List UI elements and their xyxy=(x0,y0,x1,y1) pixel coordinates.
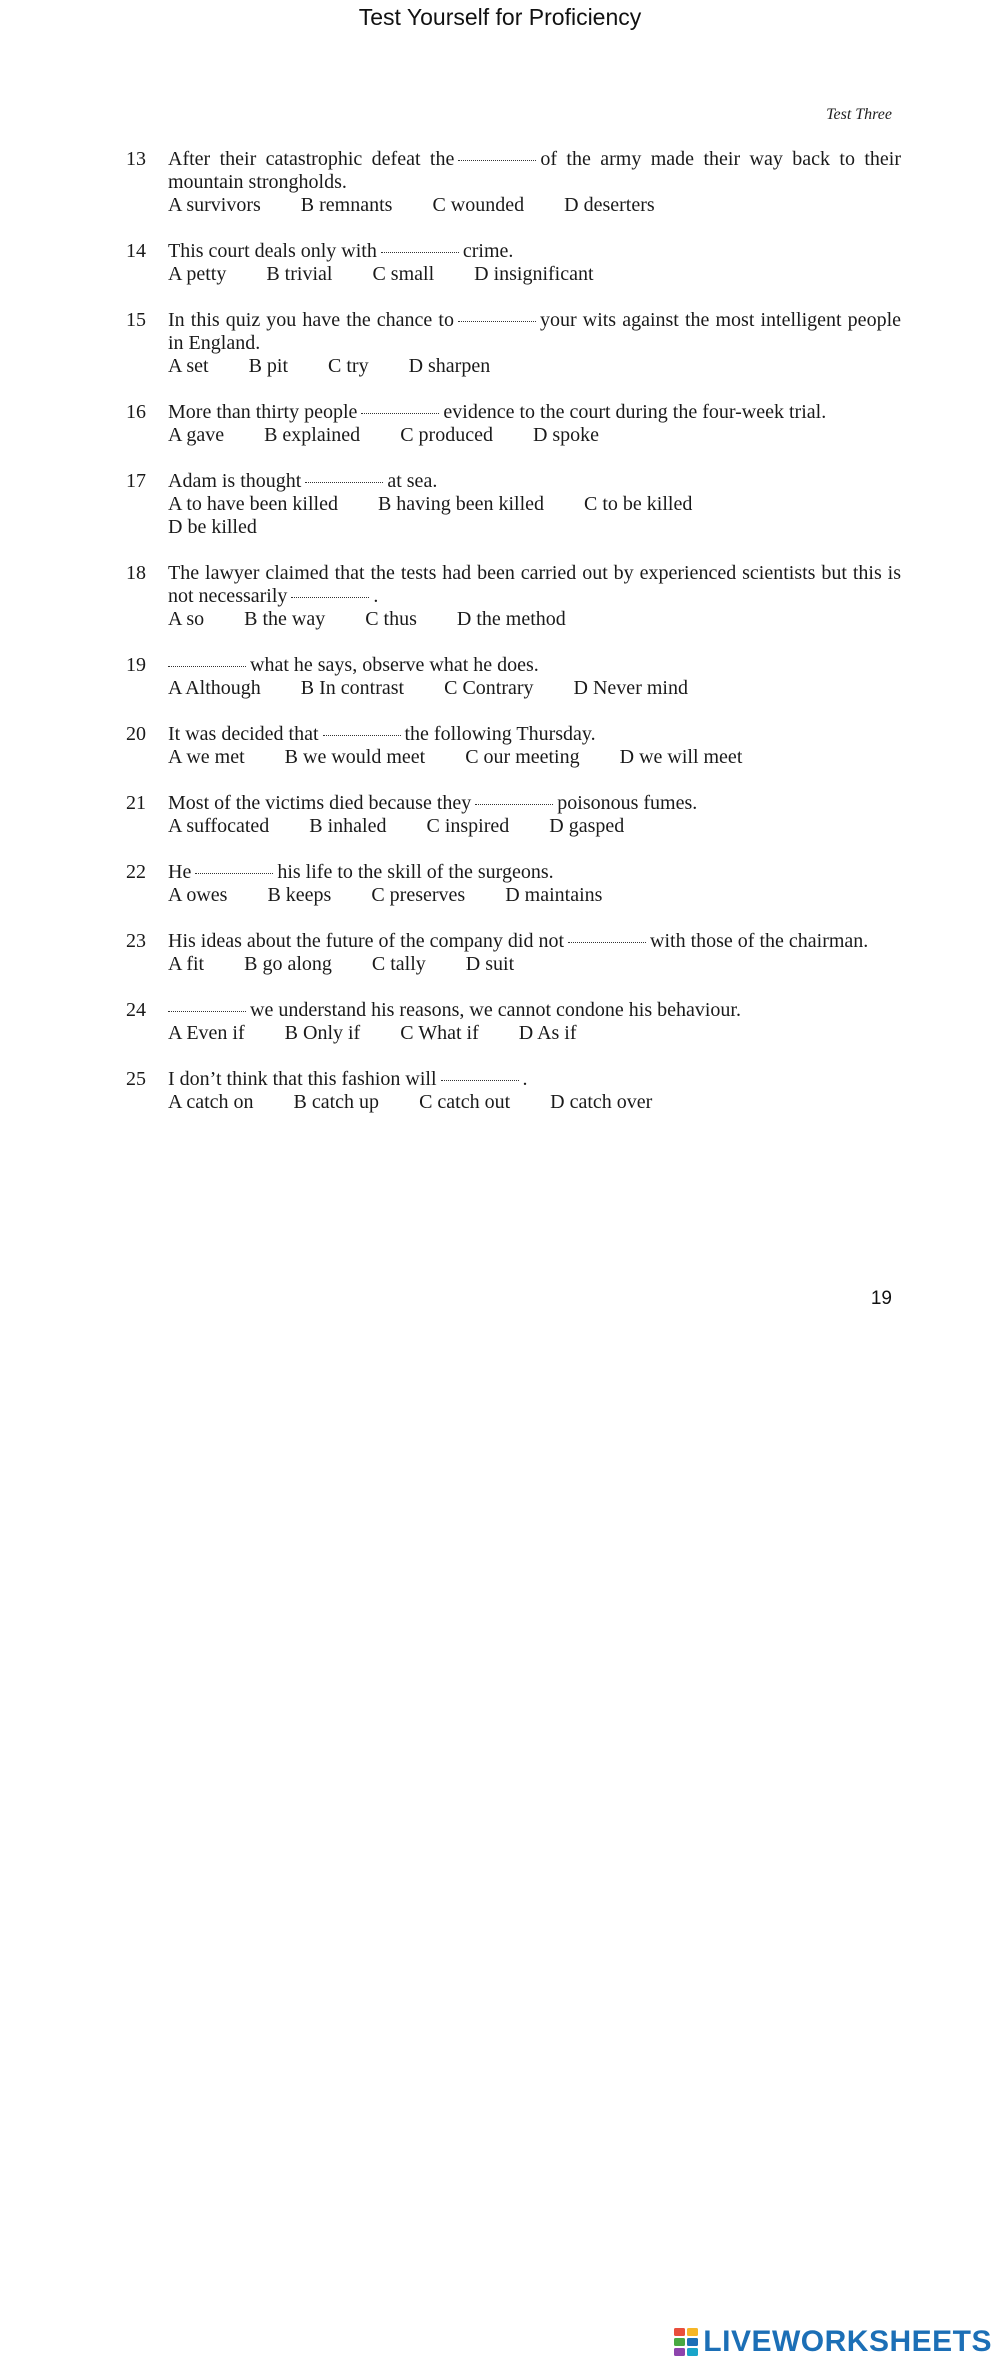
stem-after: at sea. xyxy=(387,470,438,492)
page-header-title: Test Yourself for Proficiency xyxy=(358,4,642,30)
question-25 xyxy=(126,1068,901,1114)
stem-after: evidence to the court during the four-week trial. xyxy=(443,401,827,423)
option-a[interactable]: A gave xyxy=(168,424,225,446)
option-c[interactable]: C catch out xyxy=(419,1091,511,1113)
option-a[interactable]: A owes xyxy=(168,884,228,906)
answer-blank[interactable] xyxy=(568,940,646,943)
option-a[interactable]: A Even if xyxy=(168,1022,245,1044)
option-d[interactable]: D As if xyxy=(518,1022,577,1044)
question-number: 22 xyxy=(126,861,146,883)
question-stem xyxy=(168,930,901,953)
question-21 xyxy=(126,792,901,838)
option-c[interactable]: C to be killed xyxy=(584,493,693,515)
answer-blank[interactable] xyxy=(361,411,439,414)
option-c[interactable]: C preserves xyxy=(371,884,466,906)
stem-before: More than thirty people xyxy=(168,401,358,423)
question-number: 19 xyxy=(126,654,146,676)
option-a[interactable]: A fit xyxy=(168,953,205,975)
option-d[interactable]: D Never mind xyxy=(573,677,688,699)
stem-before: He xyxy=(168,861,192,883)
option-d[interactable]: D gasped xyxy=(549,815,625,837)
option-c[interactable]: C try xyxy=(328,355,369,377)
question-24 xyxy=(126,999,901,1045)
stem-before: Most of the victims died because they xyxy=(168,792,472,814)
answer-blank[interactable] xyxy=(441,1078,519,1081)
option-c[interactable]: C our meeting xyxy=(465,746,580,768)
stem-after: his life to the skill of the surgeons. xyxy=(277,861,554,883)
option-d[interactable]: D maintains xyxy=(505,884,603,906)
option-d[interactable]: D insignificant xyxy=(474,263,594,285)
question-stem xyxy=(168,654,901,677)
option-d[interactable]: D the method xyxy=(456,608,566,630)
option-a[interactable]: A petty xyxy=(168,263,227,285)
option-d[interactable]: D suit xyxy=(465,953,515,975)
answer-options xyxy=(168,424,901,447)
answer-blank[interactable] xyxy=(458,319,536,322)
stem-before: The lawyer claimed that the tests had been carried out by experienced scientists but this is not necessarily xyxy=(168,562,901,607)
question-number: 21 xyxy=(126,792,146,814)
option-d[interactable]: D spoke xyxy=(532,424,600,446)
answer-options xyxy=(168,953,901,976)
question-stem xyxy=(168,309,901,355)
question-23 xyxy=(126,930,901,976)
option-b[interactable]: B go along xyxy=(244,953,332,975)
liveworksheets-logo-icon xyxy=(674,2328,698,2356)
question-stem xyxy=(168,861,901,884)
answer-options xyxy=(168,194,901,217)
stem-after: the following Thursday. xyxy=(404,723,596,745)
question-stem xyxy=(168,148,901,194)
option-a[interactable]: A survivors xyxy=(168,194,261,216)
question-list xyxy=(126,148,901,1137)
option-c[interactable]: C tally xyxy=(371,953,426,975)
question-16 xyxy=(126,401,901,447)
option-d[interactable]: D be killed xyxy=(168,516,257,538)
answer-blank[interactable] xyxy=(195,871,273,874)
option-a[interactable]: A we met xyxy=(168,746,245,768)
stem-before: His ideas about the future of the company did not xyxy=(168,930,565,952)
option-a[interactable]: A suffocated xyxy=(168,815,270,837)
option-d[interactable]: D sharpen xyxy=(408,355,491,377)
answer-options xyxy=(168,355,901,378)
question-stem xyxy=(168,999,901,1022)
option-c[interactable]: C Contrary xyxy=(444,677,534,699)
stem-before: It was decided that xyxy=(168,723,319,745)
stem-after: poisonous fumes. xyxy=(557,792,698,814)
option-b[interactable]: B Only if xyxy=(284,1022,361,1044)
question-stem xyxy=(168,470,901,493)
answer-blank[interactable] xyxy=(458,158,536,161)
option-c[interactable]: C What if xyxy=(400,1022,479,1044)
question-stem xyxy=(168,792,901,815)
option-c[interactable]: C small xyxy=(372,263,435,285)
question-15 xyxy=(126,309,901,378)
question-18 xyxy=(126,562,901,631)
answer-blank[interactable] xyxy=(168,1009,246,1012)
answer-blank[interactable] xyxy=(475,802,553,805)
question-number: 17 xyxy=(126,470,146,492)
option-d[interactable]: D deserters xyxy=(564,194,655,216)
question-stem xyxy=(168,723,901,746)
option-a[interactable]: A to have been killed xyxy=(168,493,338,515)
question-number: 16 xyxy=(126,401,146,423)
question-14 xyxy=(126,240,901,286)
question-number: 25 xyxy=(126,1068,146,1090)
option-c[interactable]: C wounded xyxy=(432,194,525,216)
question-22 xyxy=(126,861,901,907)
question-stem xyxy=(168,562,901,608)
stem-after: what he says, observe what he does. xyxy=(250,654,539,676)
question-number: 14 xyxy=(126,240,146,262)
option-c[interactable]: C inspired xyxy=(426,815,510,837)
stem-before: After their catastrophic defeat the xyxy=(168,148,455,170)
question-19 xyxy=(126,654,901,700)
answer-options xyxy=(168,815,901,838)
answer-options xyxy=(168,1091,901,1114)
option-b[interactable]: B pit xyxy=(248,355,289,377)
option-a[interactable]: A Although xyxy=(168,677,261,699)
answer-options xyxy=(168,493,901,539)
question-20 xyxy=(126,723,901,769)
question-number: 24 xyxy=(126,999,146,1021)
question-13 xyxy=(126,148,901,217)
answer-options xyxy=(168,263,901,286)
answer-blank[interactable] xyxy=(305,480,383,483)
question-stem xyxy=(168,240,901,263)
option-b[interactable]: B In contrast xyxy=(300,677,405,699)
answer-options xyxy=(168,608,901,631)
stem-after: . xyxy=(522,1068,528,1090)
option-b[interactable]: B the way xyxy=(244,608,326,630)
option-d[interactable]: D we will meet xyxy=(619,746,743,768)
question-stem xyxy=(168,1068,901,1091)
stem-before: This court deals only with xyxy=(168,240,377,262)
option-a[interactable]: A set xyxy=(168,355,209,377)
answer-options xyxy=(168,1022,901,1045)
option-b[interactable]: B we would meet xyxy=(284,746,426,768)
question-number: 13 xyxy=(126,148,146,170)
stem-after: your wits against the most intelligent people in England. xyxy=(168,309,901,354)
option-a[interactable]: A so xyxy=(168,608,205,630)
question-number: 23 xyxy=(126,930,146,952)
answer-blank[interactable] xyxy=(168,664,246,667)
answer-options xyxy=(168,677,901,700)
question-number: 15 xyxy=(126,309,146,331)
option-b[interactable]: B catch up xyxy=(293,1091,380,1113)
liveworksheets-brand[interactable] xyxy=(674,2325,992,2359)
question-number: 18 xyxy=(126,562,146,584)
option-b[interactable]: B remnants xyxy=(300,194,393,216)
question-number: 20 xyxy=(126,723,146,745)
answer-blank[interactable] xyxy=(291,595,369,598)
option-b[interactable]: B having been killed xyxy=(377,493,545,515)
answer-blank[interactable] xyxy=(323,733,401,736)
question-17 xyxy=(126,470,901,539)
stem-after: of the army made their way back to their mountain strongholds. xyxy=(168,148,901,193)
option-b[interactable]: B explained xyxy=(264,424,361,446)
option-b[interactable]: B keeps xyxy=(267,884,332,906)
answer-options xyxy=(168,746,901,769)
option-b[interactable]: B inhaled xyxy=(309,815,387,837)
stem-after: with those of the chairman. xyxy=(650,930,869,952)
option-a[interactable]: A catch on xyxy=(168,1091,254,1113)
stem-before: I don’t think that this fashion will xyxy=(168,1068,437,1090)
option-b[interactable]: B trivial xyxy=(266,263,333,285)
stem-before: Adam is thought xyxy=(168,470,302,492)
option-d[interactable]: D catch over xyxy=(550,1091,653,1113)
answer-blank[interactable] xyxy=(381,250,459,253)
question-stem xyxy=(168,401,901,424)
page-number: 19 xyxy=(870,1288,892,1309)
option-c[interactable]: C produced xyxy=(400,424,493,446)
stem-before: In this quiz you have the chance to xyxy=(168,309,454,331)
option-c[interactable]: C thus xyxy=(365,608,417,630)
stem-after: . xyxy=(373,585,379,607)
brand-text: LIVEWORKSHEETS xyxy=(703,2325,992,2358)
section-label: Test Three xyxy=(826,106,892,123)
stem-after: we understand his reasons, we cannot condone his behaviour. xyxy=(250,999,741,1021)
answer-options xyxy=(168,884,901,907)
stem-after: crime. xyxy=(462,240,514,262)
